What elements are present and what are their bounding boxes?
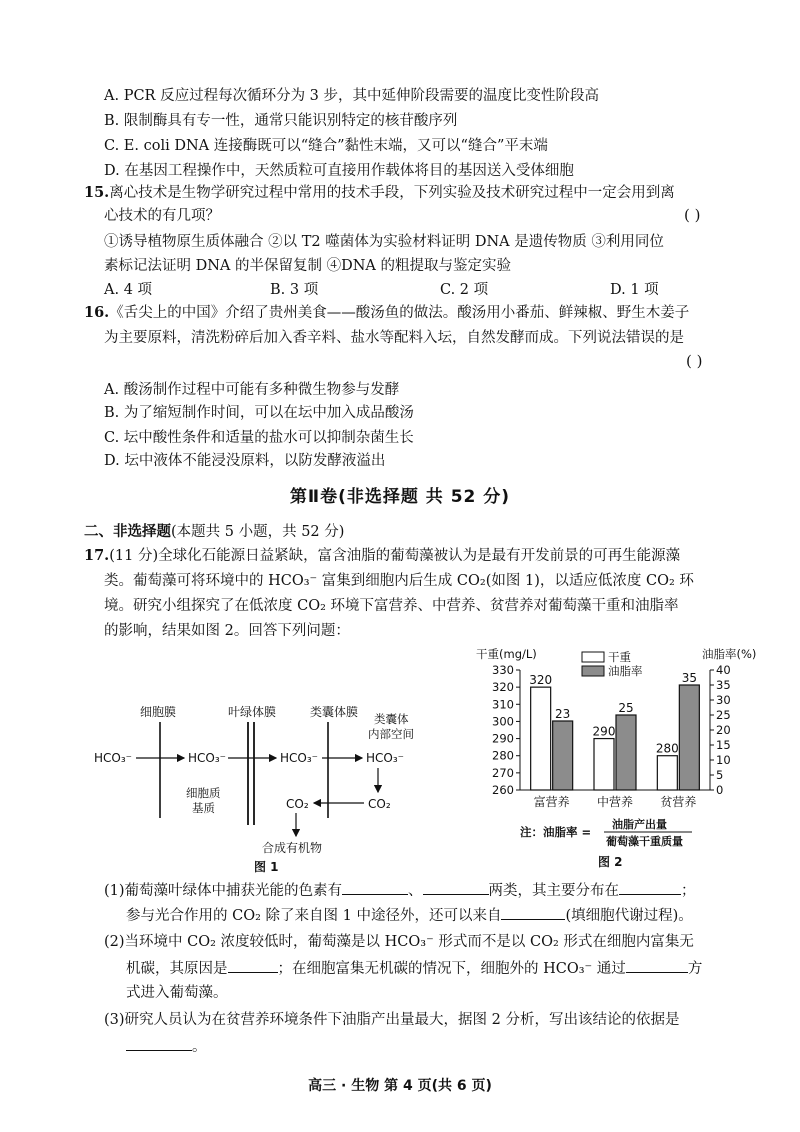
q16-stem-line1 bbox=[84, 303, 689, 323]
q16-option-c: C. 坛中酸性条件和适量的盐水可以抑制杂菌生长 bbox=[104, 430, 414, 446]
y-tick-label-left: 310 bbox=[492, 697, 514, 712]
bar-dry-weight bbox=[594, 739, 614, 790]
label-organic-synthesis: 合成有机物 bbox=[262, 841, 323, 855]
blank-pigment-2[interactable] bbox=[423, 880, 489, 895]
page-footer: 高三 · 生物 第 4 页(共 6 页) bbox=[308, 1078, 492, 1094]
bar-label-dry-weight: 290 bbox=[592, 724, 616, 739]
q14-option-d: D. 在基因工程操作中，天然质粒可直接用作载体将目的基因送入受体细胞 bbox=[104, 163, 574, 179]
q17-sub1-text-e: 参与光合作用的 CO₂ 除了来自图 1 中途径外，还可以来自 bbox=[126, 908, 502, 924]
label-chloroplast-membrane: 叶绿体膜 bbox=[228, 705, 277, 719]
x-tick-label: 贫营养 bbox=[660, 795, 697, 809]
section-subtitle-note: (本题共 5 小题，共 52 分) bbox=[171, 524, 345, 540]
figure-1-diagram bbox=[90, 690, 450, 875]
q17-sub1-line2 bbox=[126, 905, 693, 926]
blank-evidence[interactable] bbox=[126, 1036, 192, 1051]
q15-items-line1: ①诱导植物原生质体融合 ②以 T2 噬菌体为实验材料证明 DNA 是遗传物质 ③利用同位 bbox=[104, 234, 664, 250]
y-tick-label-right: 30 bbox=[716, 693, 731, 707]
q15-option-a: A. 4 项 bbox=[104, 282, 153, 298]
co2-stroma: CO₂ bbox=[286, 797, 309, 811]
hco3-cytoplasm: HCO₃⁻ bbox=[188, 751, 226, 765]
y-tick-label-left: 330 bbox=[492, 663, 514, 677]
blank-transport-mode[interactable] bbox=[626, 958, 688, 973]
legend-label-dry-weight: 干重 bbox=[608, 650, 631, 664]
bar-dry-weight bbox=[657, 756, 677, 790]
q17-sub1-line1 bbox=[104, 880, 696, 901]
chart-ylabel-left: 干重(mg/L) bbox=[476, 647, 537, 661]
q16-number: 16. bbox=[84, 304, 110, 321]
co2-lumen: CO₂ bbox=[368, 797, 391, 811]
q15-number: 15. bbox=[84, 184, 110, 201]
section-subtitle bbox=[84, 522, 344, 542]
q17-sub3-line1: (3)研究人员认为在贫营养环境条件下油脂产出量最大，据图 2 分析，写出该结论的依据是 bbox=[104, 1012, 680, 1028]
q17-sub1-text-a: (1)葡萄藻叶绿体中捕获光能的色素有 bbox=[104, 883, 343, 899]
chart-note-prefix: 注：油脂率 = bbox=[520, 825, 592, 839]
x-tick-label: 富营养 bbox=[533, 795, 570, 809]
y-tick-label-right: 0 bbox=[716, 783, 724, 797]
q16-answer-bracket: ( ) bbox=[686, 352, 703, 370]
q15-items-line2: 素标记法证明 DNA 的半保留复制 ④DNA 的粗提取与鉴定实验 bbox=[104, 258, 512, 274]
y-tick-label-left: 320 bbox=[492, 680, 514, 695]
q15-option-b: B. 3 项 bbox=[270, 282, 319, 298]
blank-reason[interactable] bbox=[228, 958, 278, 973]
label-thylakoid-membrane: 类囊体膜 bbox=[310, 705, 359, 719]
q17-sub1-text-c: 两类，其主要分布在 bbox=[488, 883, 620, 899]
blank-pigment-1[interactable] bbox=[342, 880, 408, 895]
q15-stem-line2: 心技术的有几项？ bbox=[104, 208, 220, 224]
hco3-lumen: HCO₃⁻ bbox=[366, 751, 404, 765]
q17-stem-line3: 境。研究小组探究了在低浓度 CO₂ 环境下富营养、中营养、贫营养对葡萄藻干重和油脂率 bbox=[104, 598, 679, 614]
bar-label-oil-rate: 25 bbox=[618, 701, 634, 715]
q17-sub2-line1: (2)当环境中 CO₂ 浓度较低时，葡萄藻是以 HCO₃⁻ 形式而不是以 CO₂ 形式在细胞内富集无 bbox=[104, 934, 694, 950]
chart-ylabel-right: 油脂率(%) bbox=[702, 647, 757, 661]
q16-option-a: A. 酸汤制作过程中可能有多种微生物参与发酵 bbox=[104, 382, 400, 398]
x-tick-label: 中营养 bbox=[596, 795, 634, 809]
legend-label-oil-rate: 油脂率 bbox=[608, 664, 643, 678]
bar-label-dry-weight: 280 bbox=[655, 741, 679, 756]
y-tick-label-left: 300 bbox=[492, 714, 514, 729]
blank-co2-source[interactable] bbox=[501, 905, 565, 920]
blank-pigment-location[interactable] bbox=[619, 880, 681, 895]
q17-sub2-line2 bbox=[126, 958, 702, 979]
q16-option-b: B. 为了缩短制作时间，可以在坛中加入成品酸汤 bbox=[104, 405, 414, 421]
bar-label-dry-weight: 320 bbox=[529, 673, 553, 688]
q16-option-d: D. 坛中液体不能浸没原料，以防发酵液溢出 bbox=[104, 453, 386, 469]
section-title: 第Ⅱ卷(非选择题 共 52 分) bbox=[289, 487, 511, 507]
q17-stem-line1 bbox=[84, 546, 680, 566]
y-tick-label-right: 20 bbox=[716, 723, 731, 737]
y-tick-label-left: 270 bbox=[492, 765, 514, 780]
chart-note-numerator: 油脂产出量 bbox=[612, 818, 667, 831]
chart-note-denominator: 葡萄藻干重质量 bbox=[606, 835, 683, 848]
q17-stem-line2: 类。葡萄藻可将环境中的 HCO₃⁻ 富集到细胞内后生成 CO₂(如图 1)，以适应低浓度 CO₂ 环 bbox=[104, 573, 694, 589]
q17-sub1-text-b: 、 bbox=[408, 883, 423, 899]
q17-sub1-text-f: (填细胞代谢过程)。 bbox=[565, 908, 693, 924]
section-subtitle-label: 二、非选择题 bbox=[84, 524, 171, 540]
hco3-outside: HCO₃⁻ bbox=[94, 751, 132, 765]
q15-answer-bracket: ( ) bbox=[684, 206, 701, 224]
hco3-stroma: HCO₃⁻ bbox=[280, 751, 318, 765]
q17-sub2-text-b: 机碳，其原因是 bbox=[126, 961, 228, 977]
y-tick-label-right: 15 bbox=[716, 738, 731, 752]
y-tick-label-left: 280 bbox=[492, 748, 514, 763]
bar-oil-rate bbox=[679, 685, 699, 790]
legend-swatch-dry-weight bbox=[582, 652, 604, 662]
chart-marks-layer bbox=[492, 663, 731, 809]
q15-stem1: 离心技术是生物学研究过程中常用的技术手段，下列实验及技术研究过程中一定会用到离 bbox=[109, 185, 675, 201]
q15-option-c: C. 2 项 bbox=[440, 282, 489, 298]
figure-2-caption: 图 2 bbox=[598, 855, 623, 869]
label-cytoplasm-matrix-2: 基质 bbox=[192, 801, 215, 815]
bar-label-oil-rate: 35 bbox=[681, 671, 697, 685]
q17-sub3-line2 bbox=[126, 1036, 207, 1057]
q17-sub2-text-c: ；在细胞富集无机碳的情况下，细胞外的 HCO₃⁻ 通过 bbox=[277, 961, 626, 977]
bar-oil-rate bbox=[616, 715, 636, 790]
q16-stem-line2: 为主要原料，清洗粉碎后加入香辛料、盐水等配料入坛，自然发酵而成。下列说法错误的是 bbox=[104, 330, 684, 346]
q17-sub2-text-d: 方 bbox=[687, 961, 703, 977]
q17-line1: (11 分)全球化石能源日益紧缺，富含油脂的葡萄藻被认为是最有开发前景的可再生能源藻 bbox=[109, 548, 681, 564]
y-tick-label-right: 35 bbox=[716, 678, 731, 692]
label-cytoplasm-matrix-1: 细胞质 bbox=[186, 786, 221, 800]
q14-option-c: C. E. coli DNA 连接酶既可以“缝合”黏性末端，又可以“缝合”平末端 bbox=[104, 138, 548, 154]
q17-sub2-line3: 式进入葡萄藻。 bbox=[126, 985, 228, 1001]
q16-stem1: 《舌尖上的中国》介绍了贵州美食——酸汤鱼的做法。酸汤用小番茄、鲜辣椒、野生木姜子 bbox=[109, 305, 690, 321]
figure-2-chart bbox=[460, 640, 780, 875]
legend-swatch-oil-rate bbox=[582, 666, 604, 676]
bar-dry-weight bbox=[531, 687, 551, 790]
y-tick-label-left: 290 bbox=[492, 731, 514, 746]
y-tick-label-right: 10 bbox=[716, 753, 731, 767]
q17-number: 17. bbox=[84, 547, 110, 564]
y-tick-label-left: 260 bbox=[492, 783, 514, 797]
q14-option-a: A. PCR 反应过程每次循环分为 3 步，其中延伸阶段需要的温度比变性阶段高 bbox=[104, 88, 600, 104]
q14-option-b: B. 限制酶具有专一性，通常只能识别特定的核苷酸序列 bbox=[104, 113, 458, 129]
label-thylakoid-lumen-1: 类囊体 bbox=[374, 712, 409, 726]
bar-label-oil-rate: 23 bbox=[555, 707, 571, 721]
q15-stem-line1 bbox=[84, 183, 675, 203]
y-tick-label-right: 40 bbox=[716, 663, 731, 677]
bar-oil-rate bbox=[553, 721, 573, 790]
q17-sub3-text-b: 。 bbox=[192, 1039, 207, 1055]
label-thylakoid-lumen-2: 内部空间 bbox=[368, 727, 414, 741]
q17-stem-line4: 的影响，结果如图 2。回答下列问题： bbox=[104, 623, 350, 639]
figure-1-caption: 图 1 bbox=[254, 860, 279, 874]
q17-sub1-text-d: ； bbox=[681, 883, 696, 899]
q15-option-d: D. 1 项 bbox=[610, 282, 659, 298]
y-tick-label-right: 5 bbox=[716, 768, 724, 782]
label-cell-membrane: 细胞膜 bbox=[140, 705, 177, 719]
y-tick-label-right: 25 bbox=[716, 708, 731, 722]
